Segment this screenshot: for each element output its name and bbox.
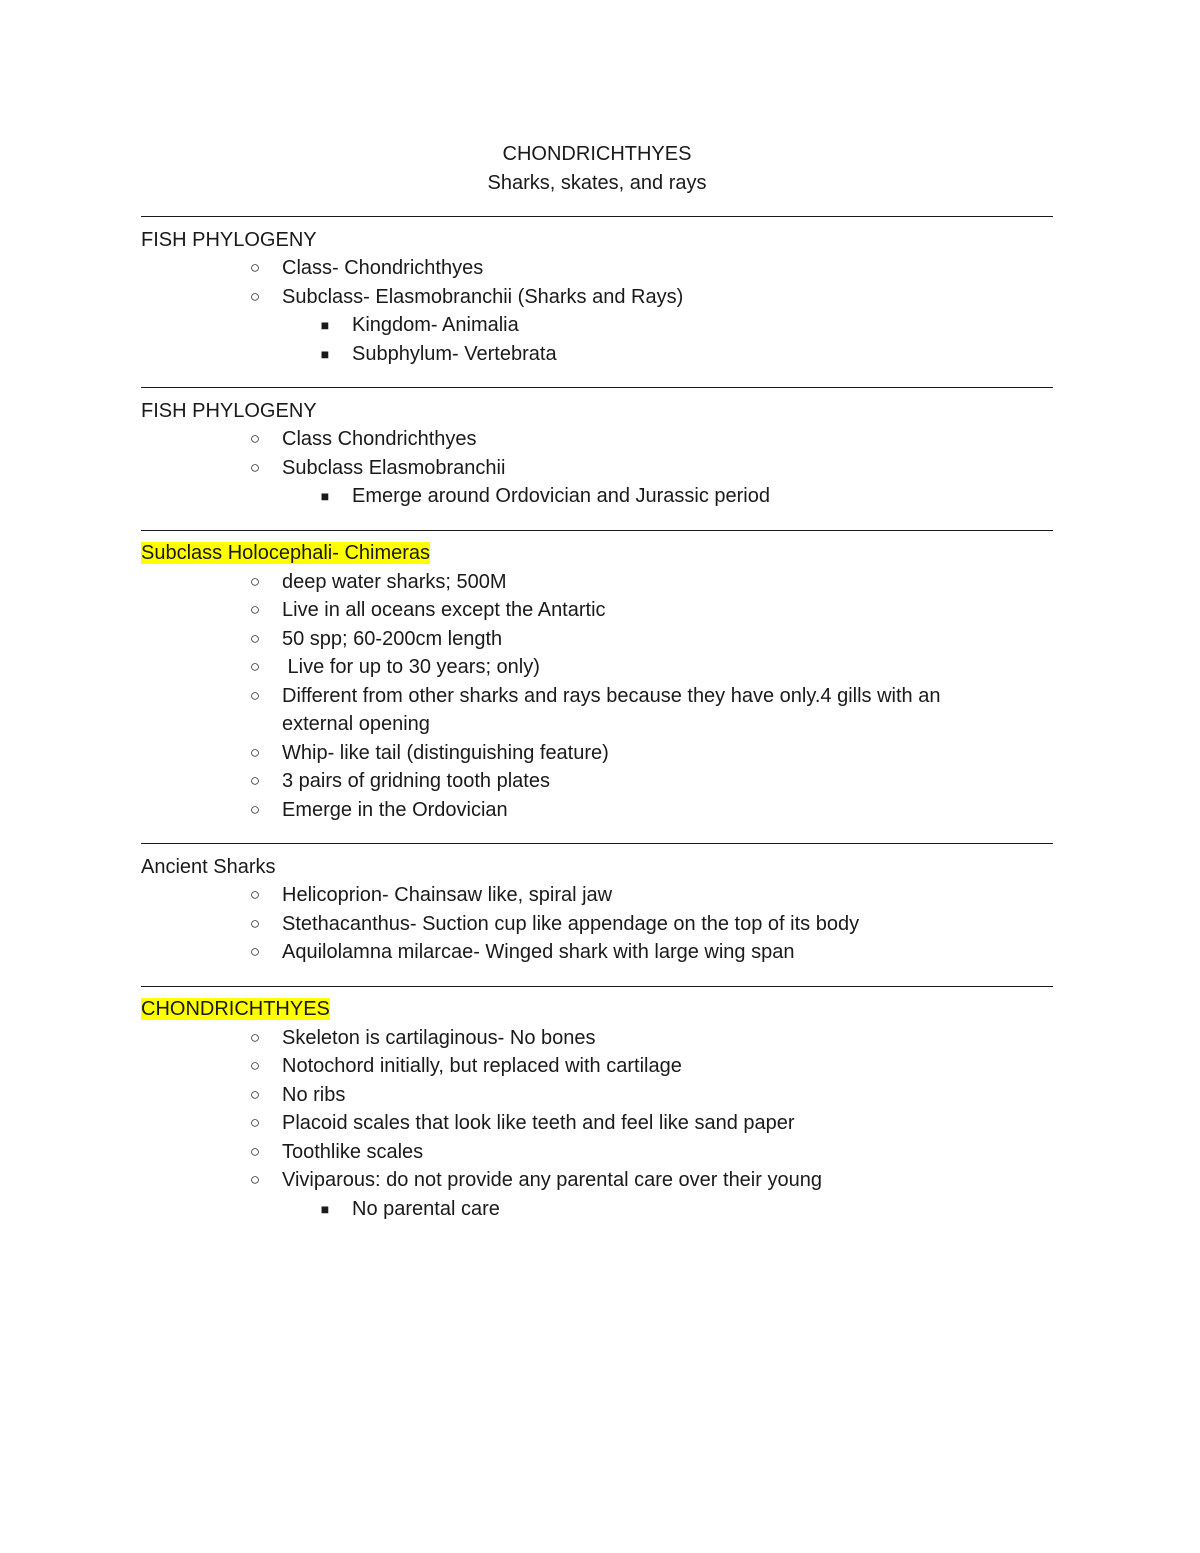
list-item [141,596,1053,625]
circle-bullet-icon: ○ [249,685,261,705]
sub-list-item [141,1195,1053,1224]
circle-bullet-icon: ○ [249,942,261,961]
sub-list-item-text: Emerge around Ordovician and Jurassic period [352,485,770,507]
circle-bullet-icon: ○ [249,742,261,762]
sub-list-item-text: Subphylum- Vertebrata [352,342,557,365]
highlighted-heading: Subclass Holocephali- Chimeras [141,542,431,564]
list-item [141,1024,1053,1053]
circle-bullet-icon: ○ [249,657,261,676]
sub-list-item [141,340,1053,369]
list-item-text: Skeleton is cartilaginous- No bones [282,1026,596,1049]
list-item [141,1109,1053,1138]
list-item-text: Placoid scales that look like teeth and feel like sand paper [282,1112,795,1134]
list-item-text: Notochord initially, but replaced with cartilage [282,1055,682,1077]
list-item [141,1052,1053,1081]
square-bullet-icon: ■ [320,345,330,362]
horizontal-rule [141,967,1053,996]
horizontal-rule [141,511,1053,540]
list-item [141,425,1053,454]
list-item [141,796,1053,825]
sub-list-item-text: No parental care [352,1197,500,1220]
circle-bullet-icon: ○ [249,258,261,277]
document-title: CHONDRICHTHYES [502,143,692,165]
list-item [141,881,1053,910]
list-item-text: Live in all oceans except the Antartic [282,599,606,621]
horizontal-rule [141,368,1053,397]
list-item [141,1166,1053,1195]
list-item-text: Viviparous: do not provide any parental care over their young [282,1169,822,1191]
circle-bullet-icon: ○ [249,1027,261,1047]
section-heading-holocephali [141,539,1053,568]
circle-bullet-icon: ○ [249,1113,261,1132]
list-item-text: Whip- like tail (distinguishing feature) [282,741,609,764]
list-item-text: Emerge in the Ordovician [282,798,508,821]
list-item [141,454,1053,483]
horizontal-rule [141,824,1053,853]
document-page [141,140,1053,1223]
circle-bullet-icon: ○ [249,286,261,306]
list-item-text: Class Chondrichthyes [282,428,477,450]
document-subtitle: Sharks, skates, and rays [487,171,707,194]
list-item-text: deep water sharks; 500M [282,570,507,593]
section-heading-chondrichthyes [141,995,1053,1024]
circle-bullet-icon: ○ [249,1170,261,1189]
list-item [141,653,1053,682]
list-item [141,739,1053,768]
circle-bullet-icon: ○ [249,571,261,591]
section-heading-fish-phylogeny-2: FISH PHYLOGENY [141,399,317,422]
list-item [141,625,1053,654]
horizontal-rule [141,197,1053,226]
section-heading-ancient-sharks: Ancient Sharks [141,855,276,878]
list-item-text: Aquilolamna milarcae- Winged shark with large wing span [282,941,795,963]
list-item-text: Subclass- Elasmobranchii (Sharks and Rays) [282,285,684,308]
sub-list-item-text: Kingdom- Animalia [352,314,519,336]
circle-bullet-icon: ○ [249,1141,261,1161]
sub-list-item [141,311,1053,340]
circle-bullet-icon: ○ [249,1056,261,1075]
square-bullet-icon: ■ [320,1200,330,1217]
square-bullet-icon: ■ [320,488,330,504]
list-item-text: Stethacanthus- Suction cup like appendage on the top of its body [282,912,860,935]
list-item [141,938,1053,967]
list-item-text: No ribs [282,1083,346,1106]
circle-bullet-icon: ○ [249,771,261,790]
list-item-text: Toothlike scales [282,1140,424,1163]
list-item [141,1081,1053,1110]
list-item [141,283,1053,312]
circle-bullet-icon: ○ [249,429,261,448]
list-item [141,1138,1053,1167]
circle-bullet-icon: ○ [249,913,261,933]
sub-list-item [141,482,1053,511]
list-item-text: 3 pairs of gridning tooth plates [282,770,550,792]
list-item-text: 50 spp; 60-200cm length [282,627,503,650]
circle-bullet-icon: ○ [249,1084,261,1104]
section-heading-fish-phylogeny: FISH PHYLOGENY [141,228,317,251]
list-item-text: Different from other sharks and rays because they have only.4 gills with an [282,684,941,707]
highlighted-heading: CHONDRICHTHYES [141,998,330,1020]
circle-bullet-icon: ○ [249,600,261,619]
list-item-text: Subclass Elasmobranchii [282,456,506,479]
circle-bullet-icon: ○ [249,885,261,904]
circle-bullet-icon: ○ [249,628,261,648]
list-item-text: Helicoprion- Chainsaw like, spiral jaw [282,884,613,906]
list-item [141,682,1053,711]
circle-bullet-icon: ○ [249,457,261,477]
list-item [141,767,1053,796]
square-bullet-icon: ■ [320,317,330,333]
list-item [141,910,1053,939]
list-item-text: Live for up to 30 years; only) [282,656,540,678]
list-item [141,568,1053,597]
list-item [141,254,1053,283]
circle-bullet-icon: ○ [249,799,261,819]
list-item-continuation: external opening [282,713,430,735]
list-item-text: Class- Chondrichthyes [282,257,484,279]
